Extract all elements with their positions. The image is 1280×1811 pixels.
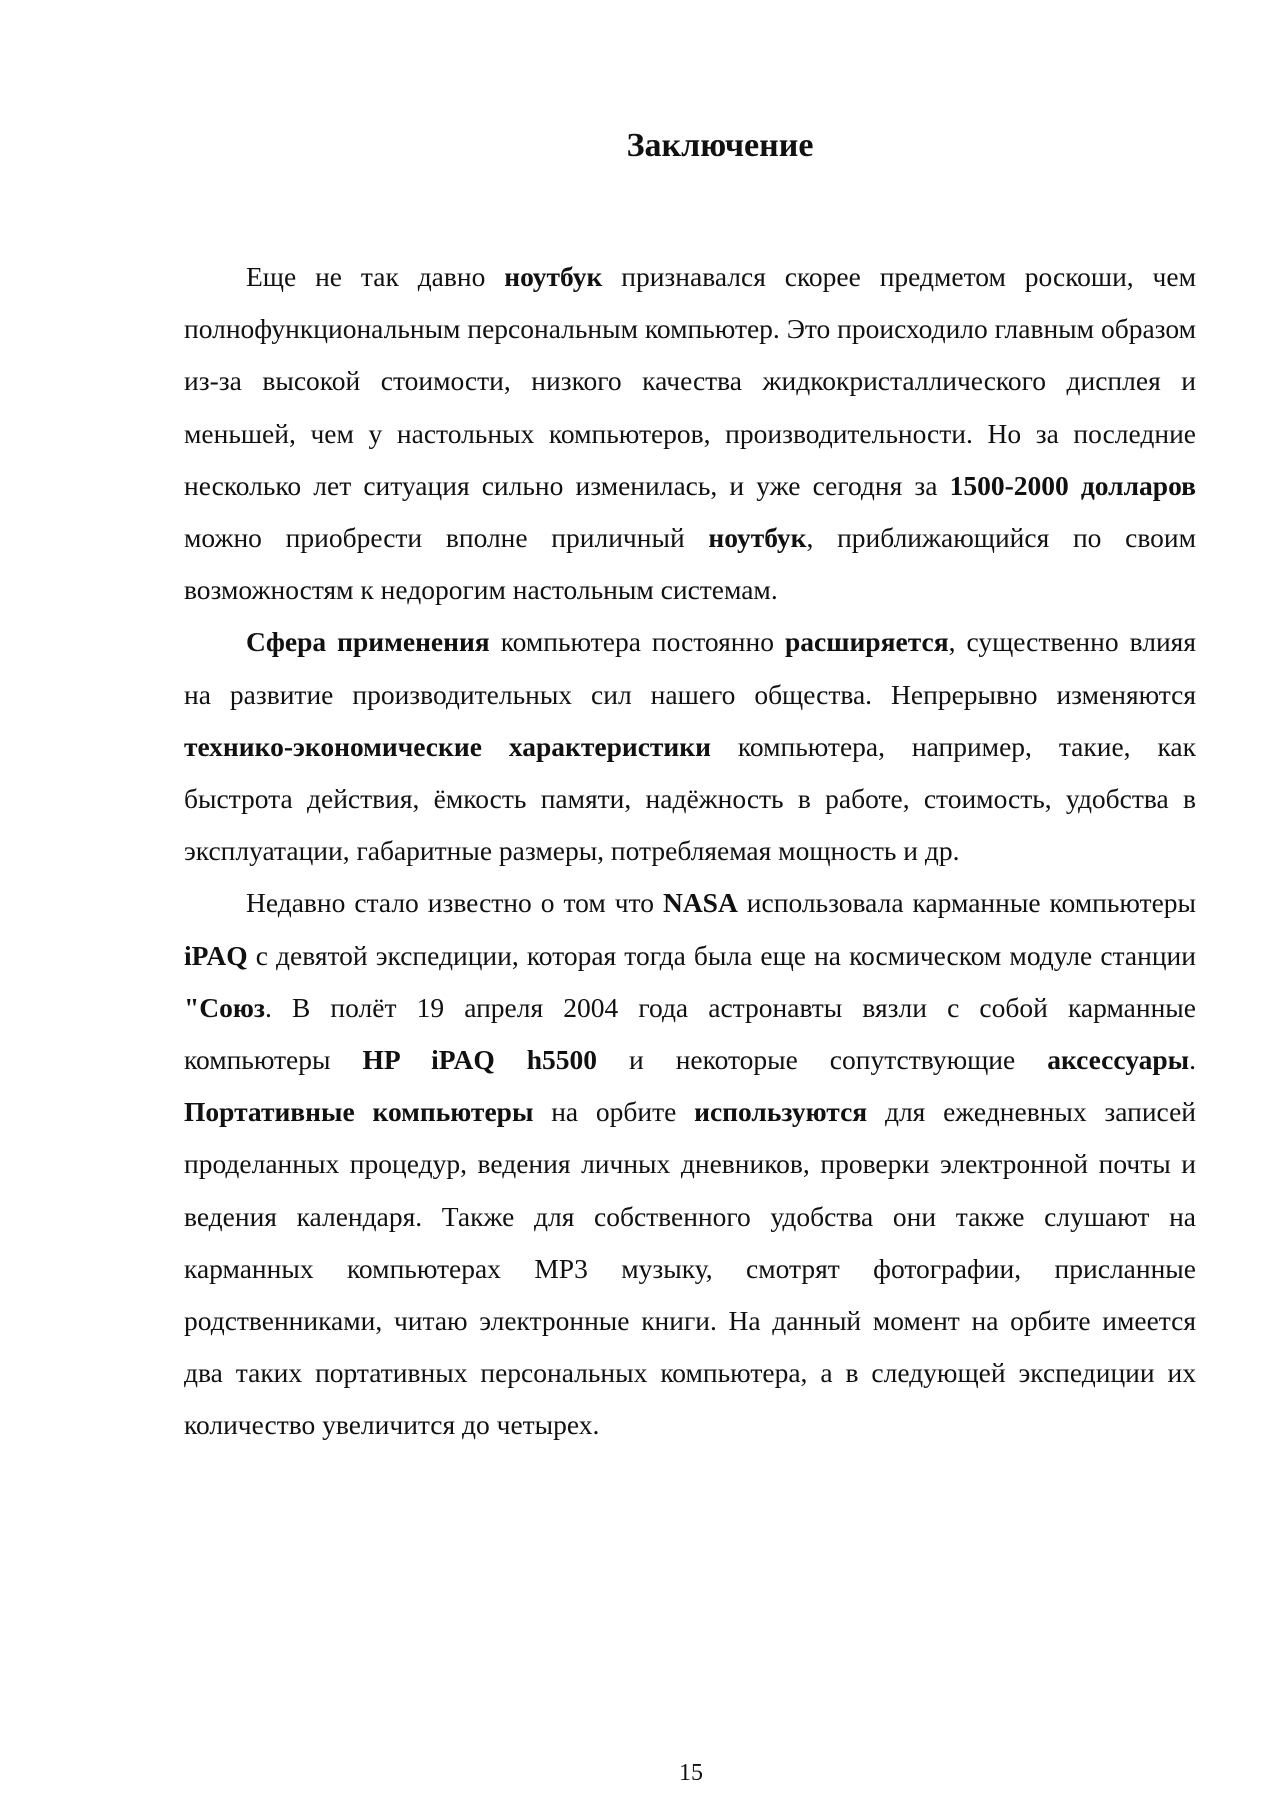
- bold-text-run: ноутбук: [708, 522, 807, 554]
- text-run: Недавно стало известно о том что: [246, 887, 663, 919]
- bold-text-run: 1500-2000 долларов: [949, 469, 1196, 501]
- body-text: [184, 251, 1196, 1452]
- text-run: Еще не так давно: [246, 261, 505, 292]
- bold-text-run: "Союз: [184, 991, 265, 1023]
- text-run: . В полёт 19 апреля 2004 года астронавты вязли с собой карманные компьютеры: [184, 991, 1196, 1076]
- bold-text-run: HP iPAQ h5500: [362, 1044, 598, 1076]
- text-run: компьютера постоянно: [489, 626, 785, 658]
- bold-text-run: используются: [694, 1096, 868, 1128]
- paragraph: [184, 877, 1196, 1451]
- text-run: , существенно влияя на развитие производительных сил нашего общества. Непрерывно изменяются: [184, 626, 1196, 710]
- bold-text-run: ноутбук: [504, 261, 603, 292]
- page-title: Заключение: [626, 127, 814, 164]
- text-run: можно приобрести вполне приличный: [184, 522, 709, 554]
- text-run: признавался скорее предметом роскоши, чем полнофункциональным персональным компьютер. Это происходило главным образом из-за высокой стоимости, низкого качества жидкокристаллического дисплея и меньшей, чем у настольных компьютеров, производительности. Но за последние несколько лет ситуация сильно изменилась, и уже сегодня за: [184, 261, 1196, 501]
- text-run: компьютера, например, такие, как быстрота действия, ёмкость памяти, надёжность в работе, стоимость, удобства в эксплуатации, габаритные размеры, потребляемая мощность и др.: [184, 730, 1196, 867]
- bold-text-run: NASA: [662, 887, 738, 919]
- text-run: использовала карманные компьютеры: [737, 887, 1197, 919]
- text-run: .: [1189, 1044, 1197, 1076]
- text-run: , приближающийся по своим возможностям к недорогим настольным системам.: [184, 522, 1196, 606]
- bold-text-run: Портативные компьютеры: [184, 1096, 534, 1128]
- bold-text-run: расширяется: [785, 626, 949, 658]
- page-number: 15: [679, 1760, 703, 1786]
- bold-text-run: Сфера применения: [246, 626, 490, 658]
- bold-text-run: аксессуары: [1047, 1044, 1190, 1076]
- text-run: и некоторые сопутствующие: [597, 1044, 1048, 1076]
- bold-text-run: iPAQ: [184, 939, 248, 971]
- bold-text-run: технико-экономические характеристики: [184, 730, 711, 762]
- text-run: на орбите: [533, 1096, 695, 1128]
- text-run: с девятой экспедиции, которая тогда была еще на космическом модуле станции: [247, 939, 1196, 971]
- paragraph: [184, 251, 1196, 616]
- text-run: для ежедневных записей проделанных процедур, ведения личных дневников, проверки электронной почты и ведения календаря. Также для собственного удобства они также слушают на карманных компьютерах MP3 музыку, смотрят фотографии, присланные родственниками, читаю электронные книги. На данный момент на орбите имеется два таких портативных персональных компьютера, а в следующей экспедиции их количество увеличится до четырех.: [184, 1096, 1196, 1441]
- paragraph: [184, 616, 1196, 877]
